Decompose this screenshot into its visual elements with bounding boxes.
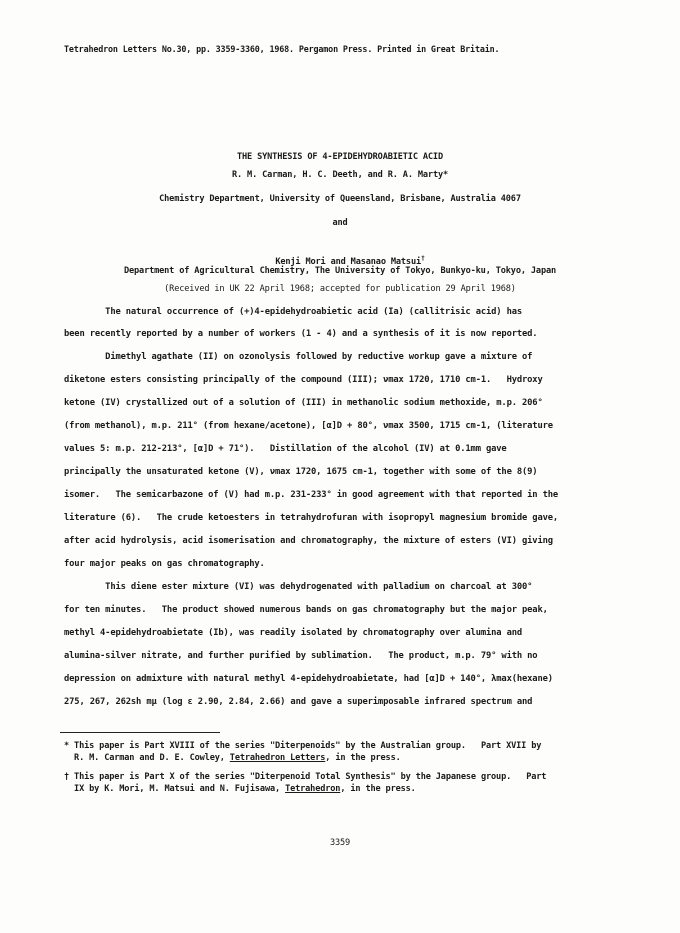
body-line: values 5: m.p. 212-213°, [α]D + 71°). Distillation of the alcohol (IV) at 0.1mm gave [64, 444, 507, 454]
body-line: This diene ester mixture (VI) was dehydrogenated with palladium on charcoal at 300° [64, 582, 533, 592]
body-line: The natural occurrence of (+)4-epidehydroabietic acid (Ia) (callitrisic acid) has [64, 307, 523, 317]
footnote-1-line-1: * This paper is Part XVIII of the series "Diterpenoids" by the Australian group. Part XVII by [64, 741, 542, 751]
body-line: 275, 267, 262sh mμ (log ε 2.90, 2.84, 2.66) and gave a superimposable infrared spectrum and [64, 697, 533, 707]
body-line: ketone (IV) crystallized out of a solution of (III) in methanolic sodium methoxide, m.p. 206° [64, 398, 543, 408]
authors-group-2-names: Kenji Mori and Masanao Matsui [275, 256, 422, 267]
body-line: after acid hydrolysis, acid isomerisation and chromatography, the mixture of esters (VI) giving [64, 536, 553, 546]
body-line: methyl 4-epidehydroabietate (Ib), was readily isolated by chromatography over alumina and [64, 628, 523, 638]
body-line: isomer. The semicarbazone of (V) had m.p. 231-233° in good agreement with that reported in the [64, 490, 559, 500]
footnote-rule [60, 732, 220, 733]
authors-group-1: R. M. Carman, H. C. Deeth, and R. A. Marty* [231, 170, 449, 180]
footnote-1-line-2 [64, 753, 401, 764]
body-line: principally the unsaturated ketone (V), νmax 1720, 1675 cm-1, together with some of the 8(9) [64, 467, 538, 477]
body-line: (from methanol), m.p. 211° (from hexane/acetone), [α]D + 80°, νmax 3500, 1715 cm-1, (literature [64, 421, 553, 431]
body-line: diketone esters consisting principally of the compound (III); νmax 1720, 1710 cm-1. Hydroxy [64, 375, 543, 385]
footnote-1-text: R. M. Carman and D. E. Cowley, [64, 753, 230, 763]
footnote-2-tail: , in the press. [340, 784, 416, 794]
footnote-1-tail: , in the press. [325, 753, 401, 763]
body-line: depression on admixture with natural methyl 4-epidehydroabietate, had [α]D + 140°, λmax(hexane) [64, 674, 553, 684]
affiliation-2: Department of Agricultural Chemistry, The University of Tokyo, Bunkyo-ku, Tokyo, Japan [123, 266, 557, 276]
affiliation-1: Chemistry Department, University of Queensland, Brisbane, Australia 4067 [159, 194, 521, 204]
body-line: literature (6). The crude ketoesters in tetrahydrofuran with isopropyl magnesium bromide gave, [64, 513, 559, 523]
body-line: four major peaks on gas chromatography. [64, 559, 265, 569]
footnote-2-text: IX by K. Mori, M. Matsui and N. Fujisawa, [64, 784, 286, 794]
body-line: been recently reported by a number of workers (1 - 4) and a synthesis of it is now reported. [64, 329, 538, 339]
received-dates: (Received in UK 22 April 1968; accepted for publication 29 April 1968) [164, 284, 516, 294]
article-title: THE SYNTHESIS OF 4-EPIDEHYDROABIETIC ACID [237, 152, 443, 162]
dagger-mark: † [421, 254, 425, 262]
footnote-2-line-2 [64, 784, 416, 795]
footnote-2-line-1: † This paper is Part X of the series "Diterpenoid Total Synthesis" by the Japanese group. Part [64, 772, 547, 782]
header-citation: Tetrahedron Letters No.30, pp. 3359-3360, 1968. Pergamon Press. Printed in Great Britain. [64, 44, 500, 54]
body-line: alumina-silver nitrate, and further purified by sublimation. The product, m.p. 79° with no [64, 651, 538, 661]
footnote-2-journal: Tetrahedron [285, 784, 341, 794]
body-line: for ten minutes. The product showed numerous bands on gas chromatography but the major peak, [64, 605, 548, 615]
footnote-1-journal: Tetrahedron Letters [229, 753, 326, 763]
and-separator: and [332, 218, 348, 228]
body-line: Dimethyl agathate (II) on ozonolysis followed by reductive workup gave a mixture of [64, 352, 533, 362]
page-number: 3359 [329, 838, 351, 848]
